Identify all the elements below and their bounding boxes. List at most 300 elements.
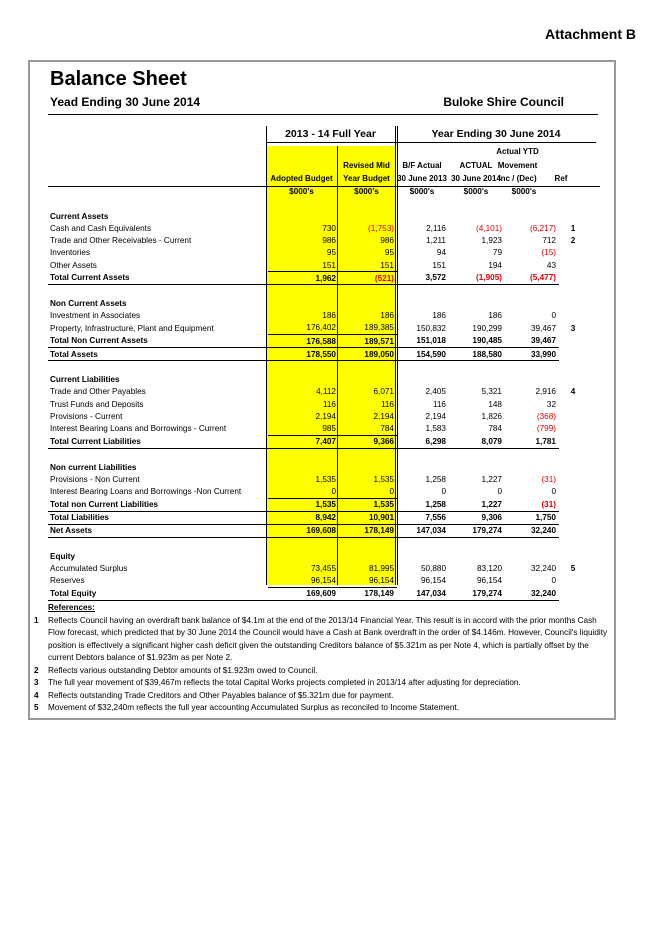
spacer-row: [48, 361, 587, 374]
cell-col3: 7,556: [397, 511, 449, 524]
cell-col2: [339, 550, 397, 562]
total-row: [48, 348, 587, 361]
cell-col5: 32,240: [505, 524, 559, 537]
ref-cell: [559, 361, 587, 374]
cell-col1: 8,942: [268, 511, 339, 524]
cell-col5: 0: [551, 487, 556, 497]
spacer-row: [48, 538, 587, 551]
ref-cell: 1: [570, 223, 576, 233]
ref-cell: [559, 587, 587, 600]
table-row: [48, 398, 587, 410]
cell-col1: 4,112: [316, 387, 336, 397]
cell-col4: 0: [497, 487, 502, 497]
cell-col1: [268, 210, 339, 222]
cell-col4: (4,101): [476, 223, 502, 233]
cell-col3: 0: [441, 487, 446, 497]
ref-cell: [559, 410, 587, 422]
cell-col2: (521): [339, 272, 397, 285]
attachment-label: Attachment B: [544, 26, 636, 42]
reference-text: Reflects outstanding Trade Creditors and Other Payables balance of $5.321m due for payment.: [48, 690, 394, 700]
cell-col3: [397, 374, 449, 386]
cell-col5: 32: [546, 399, 556, 409]
cell-col4: 190,299: [472, 323, 502, 333]
group-actual-rule: [396, 142, 596, 143]
cell-col2: 178,149: [339, 587, 397, 600]
reference-number: 3: [34, 678, 39, 687]
ref-cell: 2: [570, 236, 576, 246]
cell-col5: 1,750: [505, 511, 559, 524]
row-label: Interest Bearing Loans and Borrowings -Non Current: [50, 487, 242, 497]
total-row: [48, 587, 587, 600]
ref-cell: [559, 272, 587, 285]
cell-col4: [449, 374, 505, 386]
ref-cell: [559, 259, 587, 272]
col3-h3: 30 June 2013: [397, 174, 447, 183]
ref-cell: [559, 348, 587, 361]
cell-col4: 188,580: [449, 348, 505, 361]
cell-col2: [339, 374, 397, 386]
cell-col4: [449, 285, 505, 298]
cell-col4: 8,079: [449, 435, 505, 448]
cell-col3: [397, 461, 449, 473]
cell-col5: (31): [541, 474, 556, 484]
table-row: [48, 259, 587, 272]
cell-col3: 1,258: [425, 474, 446, 484]
table-row: [48, 322, 587, 335]
balance-sheet-table: [48, 198, 587, 601]
ref-cell: [559, 575, 587, 588]
cell-col4: 190,485: [449, 335, 505, 348]
cell-col3: 1,583: [425, 424, 446, 434]
cell-col4: 1,826: [481, 411, 502, 421]
cell-col1: [268, 448, 339, 461]
row-label: Total Liabilities: [48, 511, 268, 524]
unit-3: $000's: [409, 187, 435, 196]
row-label: [48, 285, 268, 298]
cell-col4: 179,274: [449, 524, 505, 537]
row-label: Total Non Current Assets: [48, 335, 268, 348]
cell-col2: 189,385: [364, 323, 394, 333]
row-label: Trust Funds and Deposits: [50, 399, 144, 409]
ref-cell: [559, 461, 587, 473]
reference-item: [34, 615, 614, 665]
cell-col1: 151: [322, 260, 336, 270]
row-label: Property, Infrastructure, Plant and Equipment: [50, 323, 214, 333]
row-label: Investment in Associates: [50, 311, 141, 321]
col4-h3: 30 June 2014: [451, 174, 501, 183]
row-label: Total Current Liabilities: [48, 435, 268, 448]
table-row: [48, 422, 587, 435]
row-label: [48, 361, 268, 374]
cell-col3: [397, 361, 449, 374]
cell-col3: [397, 298, 449, 310]
row-label: Total Assets: [48, 348, 268, 361]
row-label: Cash and Cash Equivalents: [50, 223, 152, 233]
table-row: [48, 473, 587, 485]
cell-col2: [339, 538, 397, 551]
cell-col4: 179,274: [449, 587, 505, 600]
cell-col5: 0: [551, 576, 556, 586]
col4-h2: ACTUAL: [459, 161, 493, 170]
cell-col2: [339, 285, 397, 298]
cell-col4: 79: [492, 248, 502, 258]
cell-col5: 32,240: [505, 587, 559, 600]
col5-h2: Movement: [497, 161, 538, 170]
table-row: [48, 575, 587, 588]
unit-1: $000's: [289, 187, 314, 196]
row-label: Provisions - Current: [50, 411, 123, 421]
cell-col3: 2,405: [425, 387, 446, 397]
ref-cell: [559, 398, 587, 410]
ref-cell: [559, 422, 587, 435]
ref-cell: 4: [570, 387, 576, 397]
total-row: [48, 335, 587, 348]
total-row: [48, 524, 587, 537]
column-headers: [30, 146, 618, 186]
cell-col4: 1,227: [481, 474, 502, 484]
unit-2: $000's: [354, 187, 379, 196]
cell-col1: 1,962: [268, 272, 339, 285]
row-label: Current Assets: [50, 211, 109, 221]
spacer-row: [48, 285, 587, 298]
row-label: Provisions - Non Current: [50, 474, 140, 484]
cell-col1: [268, 374, 339, 386]
cell-col5: 32,240: [530, 564, 556, 574]
cell-col2: 10,901: [339, 511, 397, 524]
cell-col2: 96,154: [368, 576, 394, 586]
group-budget-header: 2013 - 14 Full Year: [285, 128, 376, 140]
ref-cell: [559, 498, 587, 511]
table-row: [48, 235, 587, 247]
row-label: Interest Bearing Loans and Borrowings - Current: [50, 424, 227, 434]
cell-col5: [505, 538, 559, 551]
cell-col2: 9,366: [339, 435, 397, 448]
ref-cell: [559, 335, 587, 348]
cell-col4: 784: [488, 424, 502, 434]
table-row: [48, 485, 587, 498]
cell-col1: [268, 285, 339, 298]
cell-col1: 0: [331, 486, 336, 496]
cell-col1: 73,455: [310, 564, 336, 574]
cell-col5: [505, 448, 559, 461]
balance-sheet-frame: [28, 60, 616, 720]
row-label: Trade and Other Receivables - Current: [50, 236, 192, 246]
cell-col5: (6,217): [530, 223, 556, 233]
cell-col1: 176,402: [306, 323, 336, 333]
row-label: Trade and Other Payables: [50, 387, 146, 397]
title-rule: [48, 114, 598, 115]
cell-col4: [449, 448, 505, 461]
section-row: [48, 374, 587, 386]
cell-col2: 6,071: [373, 387, 394, 397]
cell-col1: 176,588: [268, 335, 339, 348]
cell-col3: [397, 550, 449, 562]
cell-col5: [505, 374, 559, 386]
ref-cell: 5: [570, 564, 576, 574]
reference-number: 5: [34, 703, 39, 712]
cell-col1: [268, 298, 339, 310]
cell-col5: 2,916: [535, 387, 556, 397]
table-row: [48, 247, 587, 259]
cell-col3: 1,211: [426, 236, 446, 246]
cell-col5: [505, 298, 559, 310]
cell-col4: [449, 461, 505, 473]
total-row: [48, 498, 587, 511]
col6-h3: Ref: [554, 174, 568, 183]
total-row: [48, 272, 587, 285]
row-label: Non Current Assets: [50, 299, 127, 309]
cell-col4: 148: [488, 399, 502, 409]
cell-col2: [339, 210, 397, 222]
spacer-row: [48, 198, 587, 210]
table-row: [48, 562, 587, 574]
cell-col2: 1,535: [339, 498, 397, 511]
cell-col1: 986: [322, 236, 336, 246]
cell-col2: 151: [380, 260, 394, 270]
ref-cell: [559, 374, 587, 386]
cell-col3: 3,572: [397, 272, 449, 285]
row-label: Total Equity: [48, 587, 268, 600]
cell-col1: 186: [322, 311, 336, 321]
cell-col2: 1,535: [373, 474, 394, 484]
cell-col3: 186: [432, 311, 446, 321]
cell-col1: 7,407: [268, 435, 339, 448]
row-label: Inventories: [50, 248, 91, 258]
page-subtitle: Yead Ending 30 June 2014: [50, 95, 201, 109]
cell-col2: 186: [380, 311, 394, 321]
section-row: [48, 210, 587, 222]
ref-cell: [559, 448, 587, 461]
unit-4: $000's: [463, 187, 489, 196]
cell-col5: 712: [542, 236, 556, 246]
cell-col4: [449, 361, 505, 374]
col1-h3: Adopted Budget: [270, 174, 333, 183]
cell-col4: [449, 210, 505, 222]
col2-h3: Year Budget: [343, 174, 390, 183]
table-row: [48, 222, 587, 234]
table-row: [48, 310, 587, 322]
ref-cell: [559, 511, 587, 524]
cell-col1: 1,535: [315, 474, 336, 484]
cell-col1: [268, 538, 339, 551]
page-title: Balance Sheet: [50, 68, 187, 90]
cell-col3: 147,034: [397, 587, 449, 600]
cell-col2: 986: [380, 236, 394, 246]
reference-number: 2: [34, 665, 39, 675]
cell-col3: 151: [432, 260, 446, 270]
ref-cell: [559, 298, 587, 310]
row-label: [48, 538, 268, 551]
reference-text: Movement of $32,240m reflects the full year accounting Accumulated Surplus as reconciled to Income Statement.: [48, 703, 459, 712]
cell-col2: 189,571: [339, 335, 397, 348]
cell-col3: 94: [436, 248, 446, 258]
cell-col4: 1,227: [449, 498, 505, 511]
section-row: [48, 461, 587, 473]
cell-col3: [397, 538, 449, 551]
row-label: [48, 198, 268, 210]
cell-col4: 194: [488, 260, 502, 270]
cell-col4: 1,923: [481, 236, 502, 246]
cell-col2: [339, 198, 397, 210]
cell-col3: 50,880: [420, 564, 446, 574]
cell-col1: [268, 361, 339, 374]
row-label: Net Assets: [48, 524, 268, 537]
cell-col3: 147,034: [397, 524, 449, 537]
cell-col1: [268, 550, 339, 562]
council-name: Buloke Shire Council: [443, 95, 564, 109]
ref-cell: [559, 285, 587, 298]
reference-item: [34, 665, 614, 678]
row-label: Reserves: [50, 576, 85, 586]
cell-col2: 189,050: [339, 348, 397, 361]
cell-col3: 6,298: [397, 435, 449, 448]
cell-col1: 2,194: [315, 411, 336, 421]
cell-col3: [397, 448, 449, 461]
cell-col4: [449, 198, 505, 210]
cell-col3: 116: [432, 399, 446, 409]
cell-col5: 39,467: [505, 335, 559, 348]
cell-col5: 43: [546, 260, 556, 270]
cell-col4: [449, 550, 505, 562]
reference-number: 1: [34, 615, 39, 625]
cell-col3: 1,258: [397, 498, 449, 511]
cell-col1: 116: [322, 399, 336, 409]
cell-col3: [397, 210, 449, 222]
spacer-row: [48, 448, 587, 461]
reference-text: Reflects various outstanding Debtor amounts of $1.923m owed to Council.: [48, 665, 318, 675]
cell-col5: [505, 550, 559, 562]
cell-col5: [505, 198, 559, 210]
cell-col5: (5,477): [505, 272, 559, 285]
cell-col2: (1,753): [368, 223, 394, 233]
row-label: Accumulated Surplus: [50, 564, 128, 574]
cell-col5: 1,781: [505, 435, 559, 448]
ref-cell: [559, 550, 587, 562]
reference-number: 4: [34, 690, 39, 700]
ref-cell: [559, 473, 587, 485]
group-budget-rule: [266, 142, 395, 143]
cell-col4: 9,306: [449, 511, 505, 524]
cell-col5: (15): [541, 248, 556, 258]
row-label: [48, 448, 268, 461]
ref-cell: [559, 198, 587, 210]
cell-col1: 1,535: [268, 498, 339, 511]
section-row: [48, 298, 587, 310]
cell-col2: 81,995: [368, 564, 394, 574]
cell-col5: [505, 285, 559, 298]
cell-col4: [449, 298, 505, 310]
cell-col2: 95: [384, 248, 394, 258]
references-heading: References:: [48, 603, 95, 612]
row-label: Equity: [50, 551, 76, 561]
cell-col3: [397, 198, 449, 210]
row-label: Total Current Assets: [48, 272, 268, 285]
cell-col4: (1,905): [449, 272, 505, 285]
cell-col1: 169,609: [268, 587, 339, 600]
section-row: [48, 550, 587, 562]
total-row: [48, 511, 587, 524]
cell-col2: [339, 461, 397, 473]
cell-col2: [339, 298, 397, 310]
cell-col2: 0: [389, 486, 394, 496]
ref-cell: [559, 485, 587, 498]
cell-col2: 116: [380, 399, 394, 409]
cell-col1: 730: [322, 223, 336, 233]
cell-col1: 985: [322, 423, 336, 433]
row-label: Non current Liabilities: [50, 462, 137, 472]
col5-h1: Actual YTD: [496, 147, 539, 156]
cell-col3: 96,154: [420, 576, 446, 586]
cell-col2: [339, 448, 397, 461]
cell-col1: 169,608: [268, 524, 339, 537]
cell-col3: 150,832: [416, 323, 446, 333]
reference-text: Reflects Council having an overdraft bank balance of $4.1m at the end of the 2013/14 Financial Year. This result is in accord with the prior months Cash Flow forecast, which predicted that by 30 June 2014 the Council would have a Cash at Bank overdraft in the order of $4.146m. However, Council's liquidity position is effectively a significant higher cash deficit given the outstanding Creditors balance of $5.321m as per Note 4, which is partially offset by the current Debtors balance of $1.923m as per Note 2.: [48, 615, 608, 662]
reference-item: [34, 690, 614, 703]
cell-col5: [505, 210, 559, 222]
cell-col1: [268, 198, 339, 210]
cell-col5: (31): [505, 498, 559, 511]
cell-col4: [449, 538, 505, 551]
ref-cell: [559, 310, 587, 322]
row-label: Current Liabilities: [50, 375, 120, 385]
cell-col4: 96,154: [476, 576, 502, 586]
cell-col3: [397, 285, 449, 298]
cell-col4: 5,321: [481, 387, 502, 397]
cell-col5: (368): [536, 411, 556, 421]
cell-col1: 96,154: [310, 576, 336, 586]
cell-col5: 39,467: [530, 323, 556, 333]
unit-5: $000's: [511, 187, 537, 196]
reference-text: The full year movement of $39,467m reflects the total Capital Works projects completed in 2013/14 after adjusting for depreciation.: [48, 678, 521, 687]
cell-col5: 0: [551, 311, 556, 321]
ref-cell: 3: [570, 323, 576, 333]
reference-item: [34, 677, 614, 690]
cell-col3: 2,116: [426, 223, 446, 233]
cell-col3: 154,590: [397, 348, 449, 361]
table-row: [48, 410, 587, 422]
ref-cell: [559, 435, 587, 448]
cell-col3: 2,194: [425, 411, 446, 421]
total-row: [48, 435, 587, 448]
row-label: Other Assets: [50, 260, 97, 270]
cell-col1: 178,550: [268, 348, 339, 361]
ref-cell: [559, 210, 587, 222]
ref-cell: [559, 538, 587, 551]
col5-h3: Inc / (Dec): [498, 174, 537, 183]
group-actual-header: Year Ending 30 June 2014: [431, 128, 561, 140]
references-section: [34, 602, 614, 715]
cell-col3: 151,018: [397, 335, 449, 348]
cell-col1: [268, 461, 339, 473]
cell-col5: 33,990: [505, 348, 559, 361]
ref-cell: [559, 247, 587, 259]
ref-cell: [559, 524, 587, 537]
cell-col2: 178,149: [339, 524, 397, 537]
col2-h2: Revised Mid: [343, 161, 390, 170]
cell-col1: 95: [326, 248, 336, 258]
table-row: [48, 386, 587, 398]
cell-col5: [505, 461, 559, 473]
cell-col4: 186: [488, 311, 502, 321]
row-label: Total non Current Liabilities: [48, 498, 268, 511]
cell-col2: 784: [380, 423, 394, 433]
col3-h2: B/F Actual: [402, 161, 442, 170]
cell-col4: 83,120: [476, 564, 502, 574]
cell-col2: 2,194: [373, 411, 394, 421]
reference-item: [34, 702, 614, 715]
cell-col2: [339, 361, 397, 374]
cell-col5: (799): [536, 424, 556, 434]
